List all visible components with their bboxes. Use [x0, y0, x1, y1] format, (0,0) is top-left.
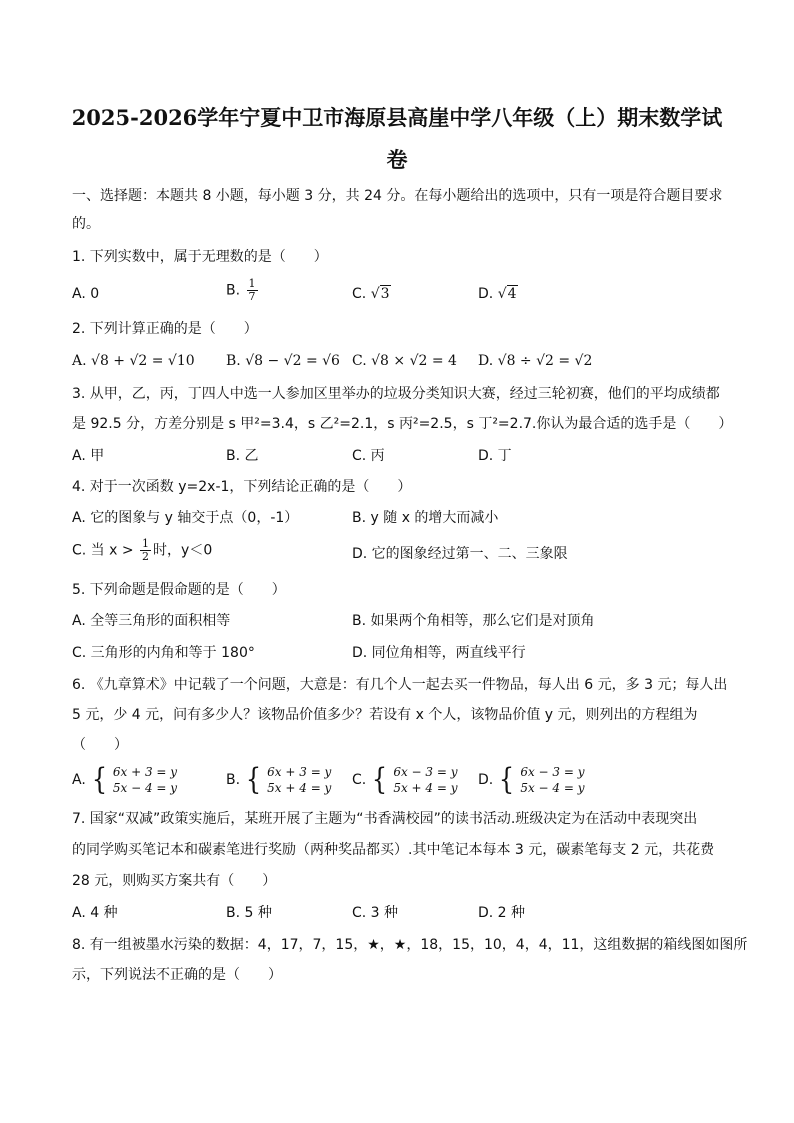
- q7-option-b: B. 5 种: [226, 905, 272, 921]
- q4-option-d: D. 它的图象经过第一、二、三象限: [352, 546, 568, 562]
- q5-option-d: D. 同位角相等，两直线平行: [352, 645, 526, 661]
- q3-option-a: A. 甲: [72, 448, 105, 464]
- q3-stem-line1: 3. 从甲，乙，丙，丁四人中选一人参加区里举办的垃圾分类知识大赛，经过三轮初赛，他们的平均成绩都: [72, 386, 720, 402]
- q6-option-c: C. { 6x − 3 = y 5x + 4 = y: [352, 762, 458, 797]
- q6-stem-line1: 6. 《九章算术》中记载了一个问题，大意是：有几个人一起去买一件物品，每人出 6 元，多 3 元；每人出: [72, 677, 728, 693]
- q2-option-d: D. √8 ÷ √2 = √2: [478, 353, 593, 369]
- q4-option-c: C. 当 x > $\frac{1}{2}$ 时，y＜0: [72, 537, 213, 563]
- q8-stem-line1: 8. 有一组被墨水污染的数据：4，17，7，15，★，★，18，15，10，4，4，11，这组数据的箱线图如图所: [72, 937, 748, 953]
- q7-stem-line1: 7. 国家“双减”政策实施后，某班开展了主题为“书香满校园”的读书活动.班级决定为在活动中表现突出: [72, 811, 698, 827]
- q5-stem: 5. 下列命题是假命题的是（ ）: [72, 582, 286, 598]
- q5-option-b: B. 如果两个角相等，那么它们是对顶角: [352, 613, 595, 629]
- q6-option-a: A. { 6x + 3 = y 5x − 4 = y: [72, 762, 178, 797]
- q4-stem: 4. 对于一次函数 y=2x-1，下列结论正确的是（ ）: [72, 479, 412, 495]
- q1-stem: 1. 下列实数中，属于无理数的是（ ）: [72, 249, 328, 265]
- q1-option-b: B. $\frac{1}{7}$: [226, 277, 256, 303]
- q6-option-a-system: 6x + 3 = y 5x − 4 = y: [112, 765, 178, 795]
- q6-option-b-system: 6x + 3 = y 5x + 4 = y: [267, 765, 332, 795]
- q7-stem-line2: 的同学购买笔记本和碳素笔进行奖励（两种奖品都买）.其中笔记本每本 3 元，碳素笔每支 2 元，共花费: [72, 842, 715, 858]
- q7-stem-line3: 28 元，则购买方案共有（ ）: [72, 873, 277, 889]
- q6-option-d: D. { 6x − 3 = y 5x − 4 = y: [478, 762, 585, 797]
- exam-title-line2: 卷: [386, 147, 408, 172]
- q5-option-a: A. 全等三角形的面积相等: [72, 613, 231, 629]
- q7-option-d: D. 2 种: [478, 905, 526, 921]
- q6-option-c-system: 6x − 3 = y 5x + 4 = y: [393, 765, 458, 795]
- q6-stem-line2: 5 元，少 4 元，问有多少人？该物品价值多少？若设有 x 个人，该物品价值 y 元，则列出的方程组为: [72, 707, 698, 723]
- q6-option-b: B. { 6x + 3 = y 5x + 4 = y: [226, 762, 332, 797]
- q2-option-c: C. √8 × √2 = 4: [352, 353, 457, 369]
- q7-option-c: C. 3 种: [352, 905, 399, 921]
- q4-option-c-fraction: $\frac{1}{2}$: [142, 537, 150, 563]
- q1-option-a: A. 0: [72, 286, 100, 302]
- q6-option-d-system: 6x − 3 = y 5x − 4 = y: [520, 765, 585, 795]
- q3-option-b: B. 乙: [226, 448, 259, 464]
- q5-option-c: C. 三角形的内角和等于 180°: [72, 645, 255, 661]
- q4-option-b: B. y 随 x 的增大而减小: [352, 510, 499, 526]
- q4-option-a: A. 它的图象与 y 轴交于点（0，-1）: [72, 510, 299, 526]
- q1-option-b-fraction: $\frac{1}{7}$: [248, 277, 256, 303]
- q7-option-a: A. 4 种: [72, 905, 118, 921]
- q2-stem: 2. 下列计算正确的是（ ）: [72, 321, 258, 337]
- section-heading-line2: 的。: [72, 216, 100, 232]
- q3-option-d: D. 丁: [478, 448, 512, 464]
- q1-option-d: D. √4: [478, 286, 517, 302]
- section-heading: [72, 186, 732, 206]
- q2-option-a: A. √8 + √2 = √10: [72, 353, 195, 369]
- q3-stem-line2: 是 92.5 分，方差分别是 s 甲²=3.4，s 乙²=2.1，s 丙²=2.5，s 丁²=2.7.你认为最合适的选手是（ ）: [72, 416, 733, 432]
- exam-title-line1: 2025-2026学年宁夏中卫市海原县高崖中学八年级（上）期末数学试: [71, 105, 723, 130]
- q3-option-c: C. 丙: [352, 448, 385, 464]
- q8-stem-line2: 示，下列说法不正确的是（ ）: [72, 967, 282, 983]
- q6-stem-line3: （ ）: [72, 737, 128, 753]
- q1-option-c: C. √3: [352, 286, 390, 302]
- section-heading-line1: 一、选择题：本题共 8 小题，每小题 3 分，共 24 分。在每小题给出的选项中，只有一项是符合题目要求: [72, 188, 723, 204]
- q2-option-b: B. √8 − √2 = √6: [226, 353, 340, 369]
